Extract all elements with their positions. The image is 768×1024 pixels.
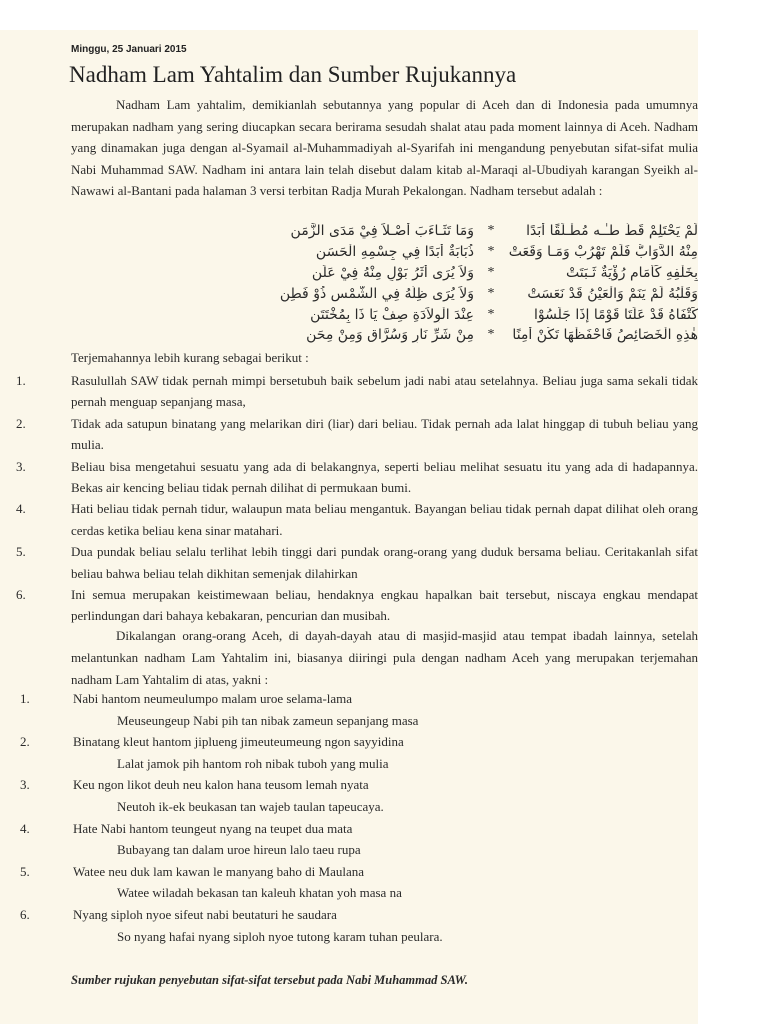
verse-line-2: Meuseungeup Nabi pih tan nibak zameun sepanjang masa [117,712,419,728]
arabic-verses [210,221,698,346]
list-number: 1. [16,373,26,388]
list-number: 3. [20,777,30,793]
verse-text: Nyang siploh nyoe sifeut nabi beutaturi he saudara [73,906,337,922]
verse-separator: * [487,223,495,239]
arabic-line [210,242,698,263]
verse-line-2: Neutoh ik-ek beukasan tan wajeb taulan tapeucaya. [117,798,384,814]
verse-line-1 [0,688,698,710]
source-heading: Sumber rujukan penyebutan sifat-sifat tersebut pada Nabi Muhammad SAW. [71,973,468,987]
list-item [0,498,698,541]
verse-line-1 [0,731,698,753]
arabic-second-hemistich: وَلاَ يُرَى ظِلُّهُ فِي الشَّمْسِ ذُوْ فَطِنِ [279,285,474,302]
arabic-second-hemistich: عِنْدَ الْوِلاَدَةِ صِفْ يَا ذَا بِمُخْتَتَنِ [310,306,474,323]
list-number: 1. [20,691,30,706]
verse-separator: * [487,244,495,260]
list-number: 4. [20,820,30,836]
list-number: 6. [16,587,26,603]
list-number: 3. [16,458,26,474]
arabic-first-hemistich: لَمْ يَحْتَلِمْ قَطُّ طـٰـه مُطْـلَقًا أَبَدًا [526,223,698,240]
verse-line-1 [0,774,698,796]
verse-text: Hate Nabi hantom teungeut nyang na teupet dua mata [73,820,353,836]
list-number: 4. [16,501,26,517]
post-date: Minggu, 25 Januari 2015 [71,44,187,55]
arabic-second-hemistich: مِنْ شَرِّ نَارٍ وَسُرَّاقٍ وَمِنْ مِحَنِ [306,327,474,344]
verse-text: Watee neu duk lam kawan le manyang baho di Maulana [73,863,364,879]
list-text: Dua pundak beliau selalu terlihat lebih tinggi dari pundak orang-orang yang duduk bersama beliau. Ceritakanlah sifat beliau bahwa beliau telah dikhitan semenjak dilahirkan [71,544,698,581]
translation-list [0,370,698,627]
verse-separator: * [487,327,495,343]
arabic-line [210,263,698,284]
list-number: 2. [20,734,30,750]
arabic-first-hemistich: مِنْهُ الدَّوَابُّ فَلَمْ تَهْرُبْ وَمَـا وَقَعَتْ [508,244,698,261]
list-text: Beliau bisa mengetahui sesuatu yang ada di belakangnya, seperti beliau melihat sesuatu itu yang ada di hadapannya. Bekas air kencing beliau tidak pernah dilihat di permukaan bumi. [71,458,698,496]
translation-intro: Terjemahannya lebih kurang sebagai berikut : [71,350,309,365]
list-number: 5. [20,863,30,879]
list-item [0,370,698,413]
intro-paragraph: Nadham Lam yahtalim, demikianlah sebutannya yang popular di Aceh dan di Indonesia pada umumnya merupakan nadham yang sering diucapkan secara berirama sesudah shalat atau pada moment lainnya di Aceh. Nadham yang dinamakan juga dengan al-Syamail al-Muhammadiyah al-Syarifah ini mengandung penyebutan sifat-sifat mulia Nabi Muhammad SAW. Nadham ini antara lain telah disebut dalam kitab al-Maraqi al-Ubudiyah karangan Syeikh al-Nawawi al-Bantani pada halaman 3 versi terbitan Radja Murah Pekalongan. Nadham tersebut adalah : [71,97,698,199]
arabic-first-hemistich: وَقَلْبُهُ لَمْ يَنَمْ وَالْعَيْنُ قَدْ نَعَسَتْ [527,285,698,302]
list-text: Hati beliau tidak pernah tidur, walaupun mata beliau mengantuk. Bayangan beliau tidak pernah dapat dilihat oleh orang cerdas ketika beliau kena sinar matahari. [71,501,698,538]
arabic-second-hemistich: ذُبَابَةٌ أَبَدًا فِي جِسْمِهِ الْحَسَنِ [315,244,474,261]
arabic-first-hemistich: كَتْفَاهُ قَدْ عَلَتَا قَوْمًا إِذَا جَلَسُوْا [534,306,698,323]
verse-line-1 [0,904,698,926]
article-title: Nadham Lam Yahtalim dan Sumber Rujukannya [69,62,517,87]
arabic-line [210,283,698,304]
verse-separator: * [487,306,495,322]
verse-text: Nabi hantom neumeulumpo malam uroe selama-lama [73,691,353,706]
verse-line-2: Watee wiladah bekasan tan kaleuh khatan yoh masa na [117,885,402,901]
aceh-verses-list [0,688,698,947]
verse-line-1 [0,818,698,840]
arabic-line [210,325,698,346]
list-item [0,413,698,456]
aceh-intro-paragraph: Dikalangan orang-orang Aceh, di dayah-dayah atau di masjid-masjid atau tempat ibadah lainnya, setelah melantunkan nadham Lam Yahtalim ini, biasanya diiringi pula dengan nadham Aceh yang merupakan terjemahan nadham Lam Yahtalim di atas, yakni : [71,628,698,687]
verse-separator: * [487,285,495,301]
arabic-second-hemistich: وَمَا تَثَـاءَبَ أَصْـلاً فِيْ مَدَى الزَّمَنِ [290,223,474,240]
arabic-first-hemistich: بِخَلْفِهِ كَأَمَامٍ رُؤْيَةٌ ثَـبَتَتْ [566,264,698,281]
verse-line-2: Bubayang tan dalam uroe hireun lalo taeu rupa [117,842,361,858]
arabic-first-hemistich: هٰذِهِ الْخَصَائِصُ فَاحْفَظْهَا تَكُنْ أَمِنًا [512,327,698,344]
verse-text: Binatang kleut hantom jiplueng jimeuteumeung ngon sayyidina [73,734,404,750]
arabic-line [210,221,698,242]
list-number: 6. [20,906,30,922]
verse-line-2: So nyang hafai nyang siploh nyoe tutong karam tuhan peulara. [117,928,443,944]
list-item [0,541,698,584]
list-number: 2. [16,415,26,431]
list-text: Tidak ada satupun binatang yang melarikan diri (liar) dari beliau. Tidak pernah ada lalat hinggap di tubuh beliau yang mulia. [71,415,698,453]
arabic-second-hemistich: وَلاَ يُرَى أَثَرُ بَوْلٍ مِنْهُ فِيْ عَلَنِ [311,264,474,281]
list-item [0,584,698,627]
list-text: Rasulullah SAW tidak pernah mimpi bersetubuh baik sebelum jadi nabi atau setelahnya. Beliau juga sama sekali tidak pernah menguap sepanjang masa, [71,373,698,410]
verse-line-2: Lalat jamok pih hantom roh nibak tuboh yang mulia [117,755,389,771]
verse-line-1 [0,861,698,883]
verse-separator: * [487,264,495,280]
list-text: Ini semua merupakan keistimewaan beliau, hendaknya engkau hapalkan bait tersebut, niscaya engkau mendapat perlindungan dari bahaya kebakaran, pencurian dan musibah. [71,587,698,624]
verse-text: Keu ngon likot deuh neu kalon hana teusom lemah nyata [73,777,369,793]
arabic-line [210,304,698,325]
list-number: 5. [16,544,26,560]
list-item [0,456,698,499]
